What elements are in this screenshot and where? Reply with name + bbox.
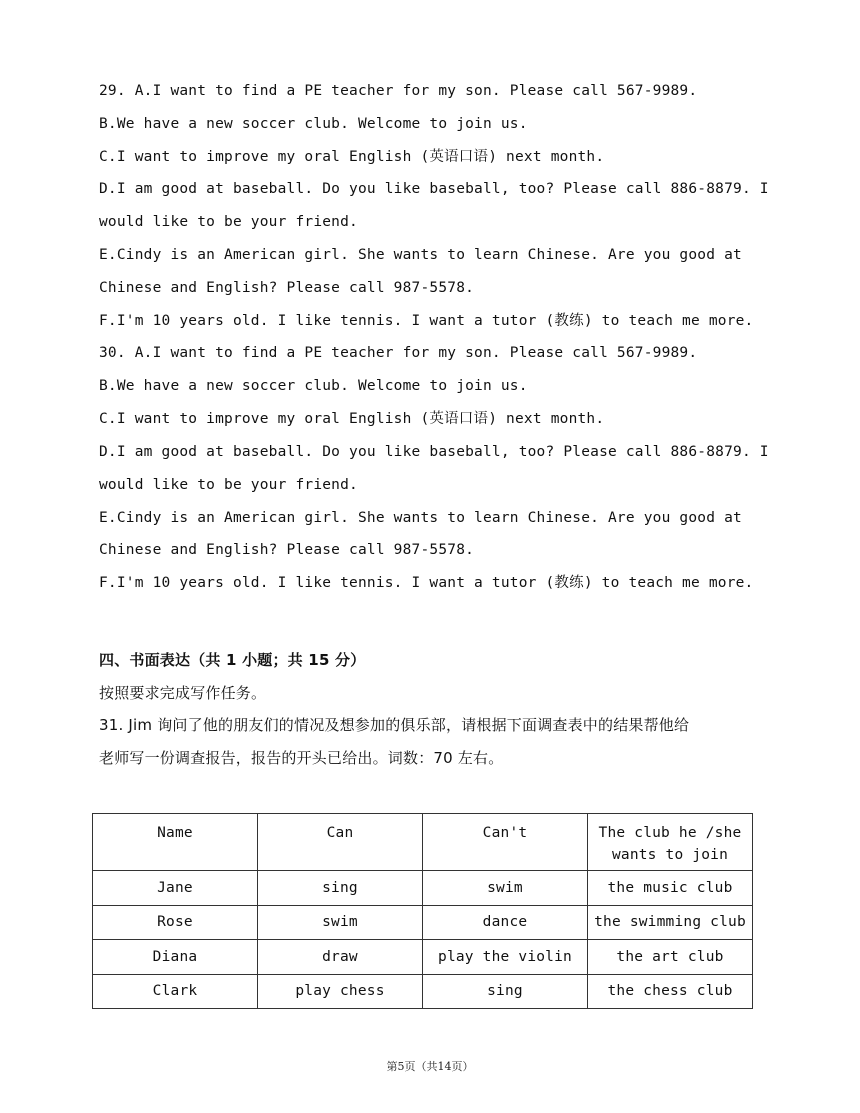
table-cell-club: the swimming club: [588, 905, 753, 940]
table-header-name: Name: [93, 814, 258, 871]
q30-option-e-line1: E.Cindy is an American girl. She wants to learn Chinese. Are you good at: [99, 510, 742, 526]
q31-prompt-line1: 31. Jim 询问了他的朋友们的情况及想参加的俱乐部，请根据下面调查表中的结果帮他给: [99, 716, 690, 734]
table-cell-name: Clark: [93, 974, 258, 1009]
section-title: 四、书面表达（共 1 小题；共 15 分）: [99, 651, 366, 669]
q29-option-e-line2: Chinese and English? Please call 987-5578.: [99, 280, 475, 296]
q30-option-d-line2: would like to be your friend.: [99, 477, 358, 493]
q31-prompt-line2: 老师写一份调查报告，报告的开头已给出。词数：70 左右。: [99, 749, 504, 767]
q29-option-e-line1: E.Cindy is an American girl. She wants to learn Chinese. Are you good at: [99, 247, 742, 263]
table-cell-can: sing: [258, 871, 423, 906]
table-row: [93, 940, 753, 975]
q29-option-c: C.I want to improve my oral English (英语口语) next month.: [99, 149, 605, 165]
table-cell-club: the art club: [588, 940, 753, 975]
q30-option-c: C.I want to improve my oral English (英语口语) next month.: [99, 411, 605, 427]
table-row: [93, 905, 753, 940]
q29-option-f: F.I'm 10 years old. I like tennis. I want a tutor (教练) to teach me more.: [99, 313, 754, 329]
table-cell-name: Rose: [93, 905, 258, 940]
table-cell-club: the music club: [588, 871, 753, 906]
table-header-club: The club he /she wants to join: [588, 814, 753, 871]
table-cell-cant: dance: [423, 905, 588, 940]
q30-option-f: F.I'm 10 years old. I like tennis. I want a tutor (教练) to teach me more.: [99, 575, 754, 591]
q30-option-e-line2: Chinese and English? Please call 987-5578.: [99, 542, 475, 558]
table-cell-cant: sing: [423, 974, 588, 1009]
q29-option-d-line1: D.I am good at baseball. Do you like baseball, too? Please call 886-8879. I: [99, 181, 769, 197]
table-header-row: [93, 814, 753, 871]
q29-option-a: 29. A.I want to find a PE teacher for my son. Please call 567-9989.: [99, 83, 698, 99]
survey-table: [92, 813, 753, 1009]
q29-option-b: B.We have a new soccer club. Welcome to join us.: [99, 116, 528, 132]
table-header-can: Can: [258, 814, 423, 871]
q30-option-b: B.We have a new soccer club. Welcome to join us.: [99, 378, 528, 394]
q29-option-d-line2: would like to be your friend.: [99, 214, 358, 230]
table-header-cant: Can't: [423, 814, 588, 871]
page-footer: 第5页（共14页）: [386, 1060, 474, 1073]
table-cell-can: swim: [258, 905, 423, 940]
table-row: [93, 871, 753, 906]
table-cell-cant: play the violin: [423, 940, 588, 975]
table-cell-cant: swim: [423, 871, 588, 906]
table-cell-name: Jane: [93, 871, 258, 906]
section-instruction: 按照要求完成写作任务。: [99, 684, 267, 702]
table-cell-name: Diana: [93, 940, 258, 975]
table-row: [93, 974, 753, 1009]
table-cell-club: the chess club: [588, 974, 753, 1009]
q30-option-d-line1: D.I am good at baseball. Do you like baseball, too? Please call 886-8879. I: [99, 444, 769, 460]
table-cell-can: play chess: [258, 974, 423, 1009]
table-cell-can: draw: [258, 940, 423, 975]
q30-option-a: 30. A.I want to find a PE teacher for my son. Please call 567-9989.: [99, 345, 698, 361]
